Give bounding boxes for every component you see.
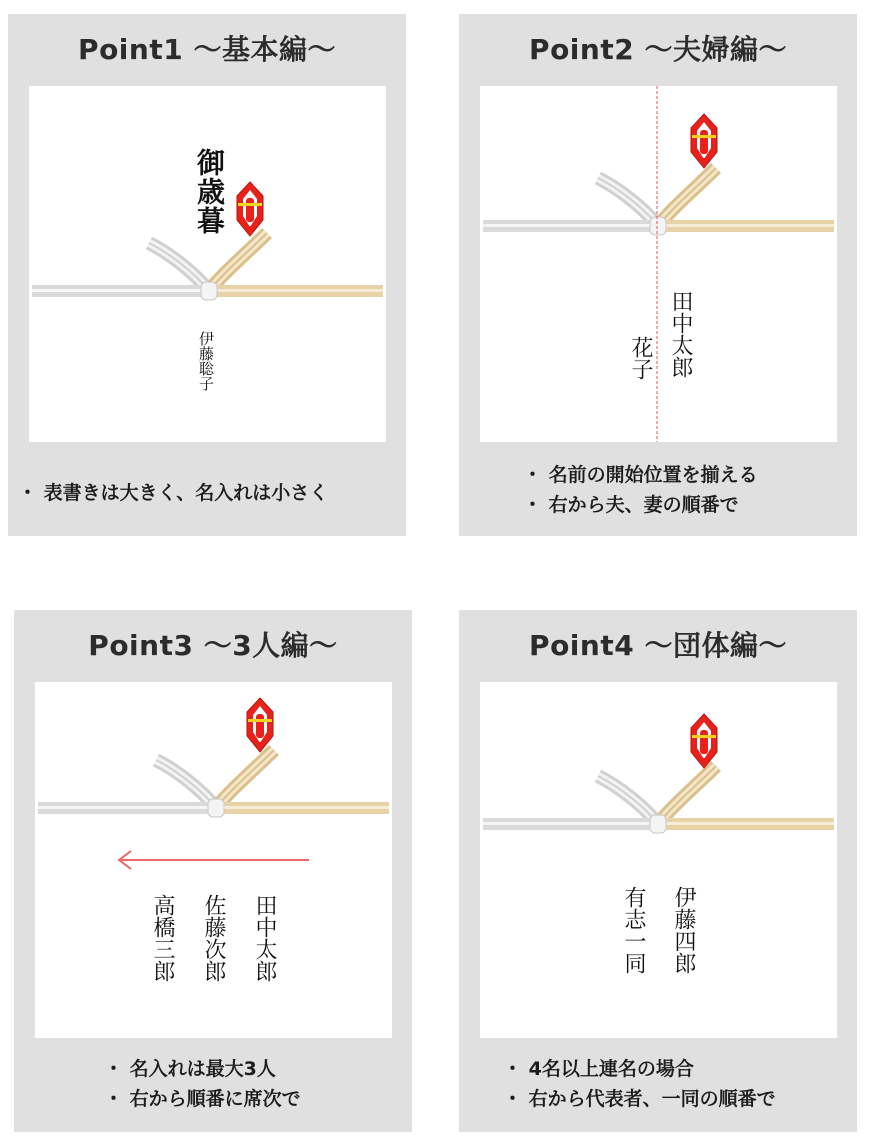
right-to-left-arrow [119, 851, 309, 869]
note-line: ・ 4名以上連名の場合 [503, 1058, 694, 1080]
noshi-ornament [247, 698, 273, 752]
panel-title: Point4 〜団体編〜 [529, 629, 787, 662]
noshi-ornament [237, 182, 263, 236]
panel-title: Point1 〜基本編〜 [78, 33, 336, 66]
mizuhiki-knot [650, 217, 666, 235]
note-line: ・ 右から夫、妻の順番で [523, 494, 739, 516]
notes [459, 460, 857, 520]
name-text-first: 田中太郎 [252, 894, 277, 982]
noshi-illustration [35, 682, 392, 1038]
noshi-illustration [480, 682, 837, 1038]
note-line: ・ 右から順番に席次で [104, 1088, 301, 1110]
noshi-illustration [480, 86, 837, 442]
noshi-ornament [691, 714, 717, 768]
panel-point1 [8, 14, 406, 536]
note-line: ・ 名入れは最大3人 [104, 1058, 276, 1080]
name-text: 伊藤聡子 [197, 331, 215, 391]
panel-title: Point3 〜3人編〜 [88, 629, 338, 662]
note-line: ・ 名前の開始位置を揃える [523, 464, 758, 486]
mizuhiki-knot [208, 799, 224, 817]
panel-point2 [459, 14, 857, 536]
name-text-third: 高橋三郎 [150, 894, 175, 982]
panel-title: Point2 〜夫婦編〜 [529, 33, 787, 66]
omotegaki-text: 御歳暮 [193, 148, 226, 235]
noshi-ornament [691, 114, 717, 168]
noshi-card [35, 682, 392, 1038]
panel-point3 [14, 610, 412, 1132]
name-text-husband: 田中太郎 [668, 290, 693, 378]
note-line: ・ 右から代表者、一同の順番で [503, 1088, 776, 1110]
noshi-card [480, 682, 837, 1038]
notes [14, 1054, 412, 1114]
panel-point4 [459, 610, 857, 1132]
noshi-card [29, 86, 386, 442]
name-text-wife: 花子 [628, 336, 653, 380]
mizuhiki-knot [201, 282, 217, 300]
notes [8, 478, 406, 508]
name-text-representative: 伊藤四郎 [671, 886, 696, 974]
name-text-group: 有志一同 [621, 886, 646, 974]
noshi-card [480, 86, 837, 442]
mizuhiki-knot [650, 815, 666, 833]
notes [459, 1054, 857, 1114]
name-text-second: 佐藤次郎 [201, 894, 226, 982]
note-line: ・ 表書きは大きく、名入れは小さく [18, 482, 329, 504]
